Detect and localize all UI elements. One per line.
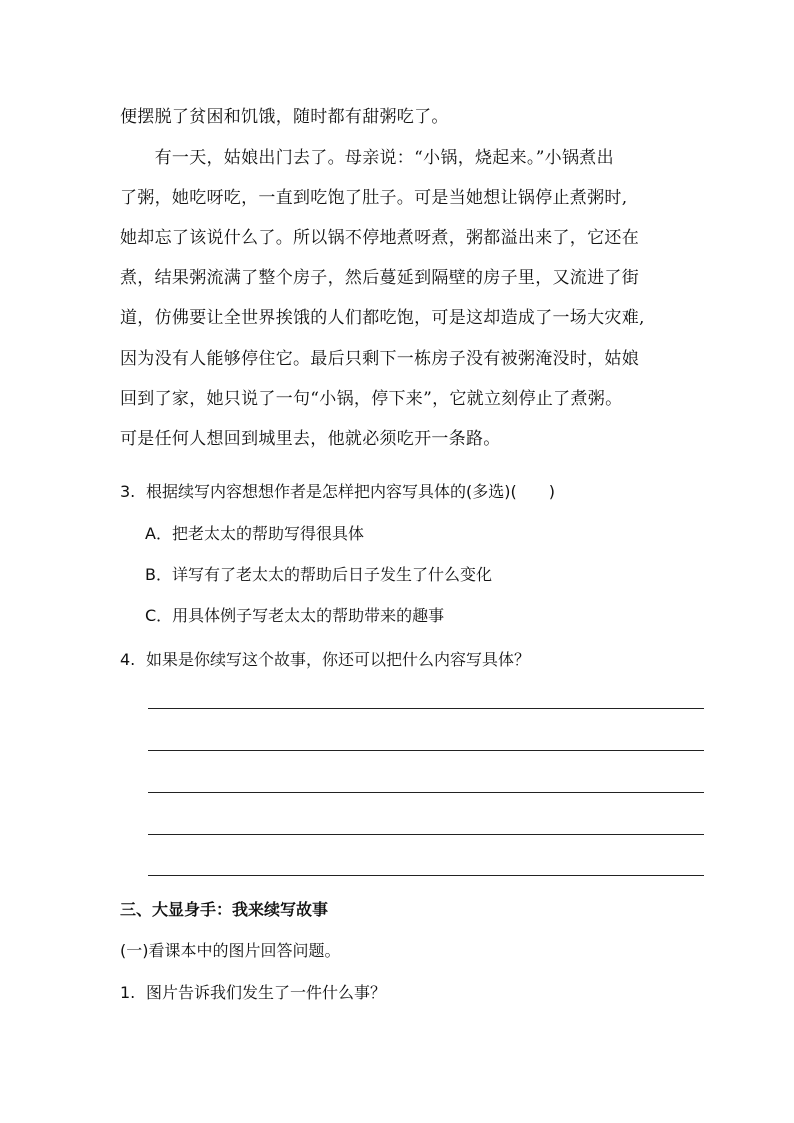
section-3-question-1-number: 1. [120, 983, 136, 1002]
story-line-6: 道，仿佛要让全世界挨饿的人们都吃饱，可是这却造成了一场大灾难, [120, 308, 645, 328]
story-line-4: 她却忘了该说什么了。所以锅不停地煮呀煮，粥都溢出来了，它还在 [120, 228, 639, 248]
section-3-subsection: (一)看课本中的图片回答问题。 [120, 941, 341, 960]
question-4-text: 如果是你续写这个故事，你还可以把什么内容写具体？ [146, 650, 531, 669]
story-line-2: 有一天，姑娘出门去了。母亲说：“小锅，烧起来。”小锅煮出 [120, 148, 614, 168]
answer-line-3[interactable] [148, 792, 704, 793]
answer-line-4[interactable] [148, 834, 704, 835]
story-line-7: 因为没有人能够停住它。最后只剩下一栋房子没有被粥淹没时，姑娘 [120, 349, 639, 369]
question-3-number: 3. [120, 482, 136, 501]
section-3-title: 三、大显身手：我来续写故事 [120, 900, 329, 919]
question-4-number: 4. [120, 650, 136, 669]
section-3-question-1 [120, 983, 680, 1003]
question-3-text: 根据续写内容想想作者是怎样把内容写具体的(多选)( ) [146, 482, 555, 501]
story-line-5: 煮，结果粥流满了整个房子，然后蔓延到隔壁的房子里，又流进了街 [120, 268, 639, 288]
story-line-3: 了粥，她吃呀吃，一直到吃饱了肚子。可是当她想让锅停止煮粥时, [120, 188, 628, 208]
story-line-1: 便摆脱了贫困和饥饿，随时都有甜粥吃了。 [120, 107, 449, 127]
story-line-9: 可是任何人想回到城里去，他就必须吃开一条路。 [120, 429, 501, 449]
answer-line-2[interactable] [148, 750, 704, 751]
story-line-8: 回到了家，她只说了一句“小锅，停下来”，它就立刻停止了煮粥。 [120, 389, 623, 409]
answer-line-1[interactable] [148, 708, 704, 709]
question-3-option-b: B．详写有了老太太的帮助后日子发生了什么变化 [145, 565, 492, 584]
section-3-question-1-text: 图片告诉我们发生了一件什么事？ [146, 983, 387, 1002]
question-3-option-c: C．用具体例子写老太太的帮助带来的趣事 [145, 606, 445, 625]
question-3 [120, 482, 680, 502]
question-3-option-a: A．把老太太的帮助写得很具体 [145, 524, 364, 543]
question-4 [120, 650, 680, 670]
answer-line-5[interactable] [148, 875, 704, 876]
